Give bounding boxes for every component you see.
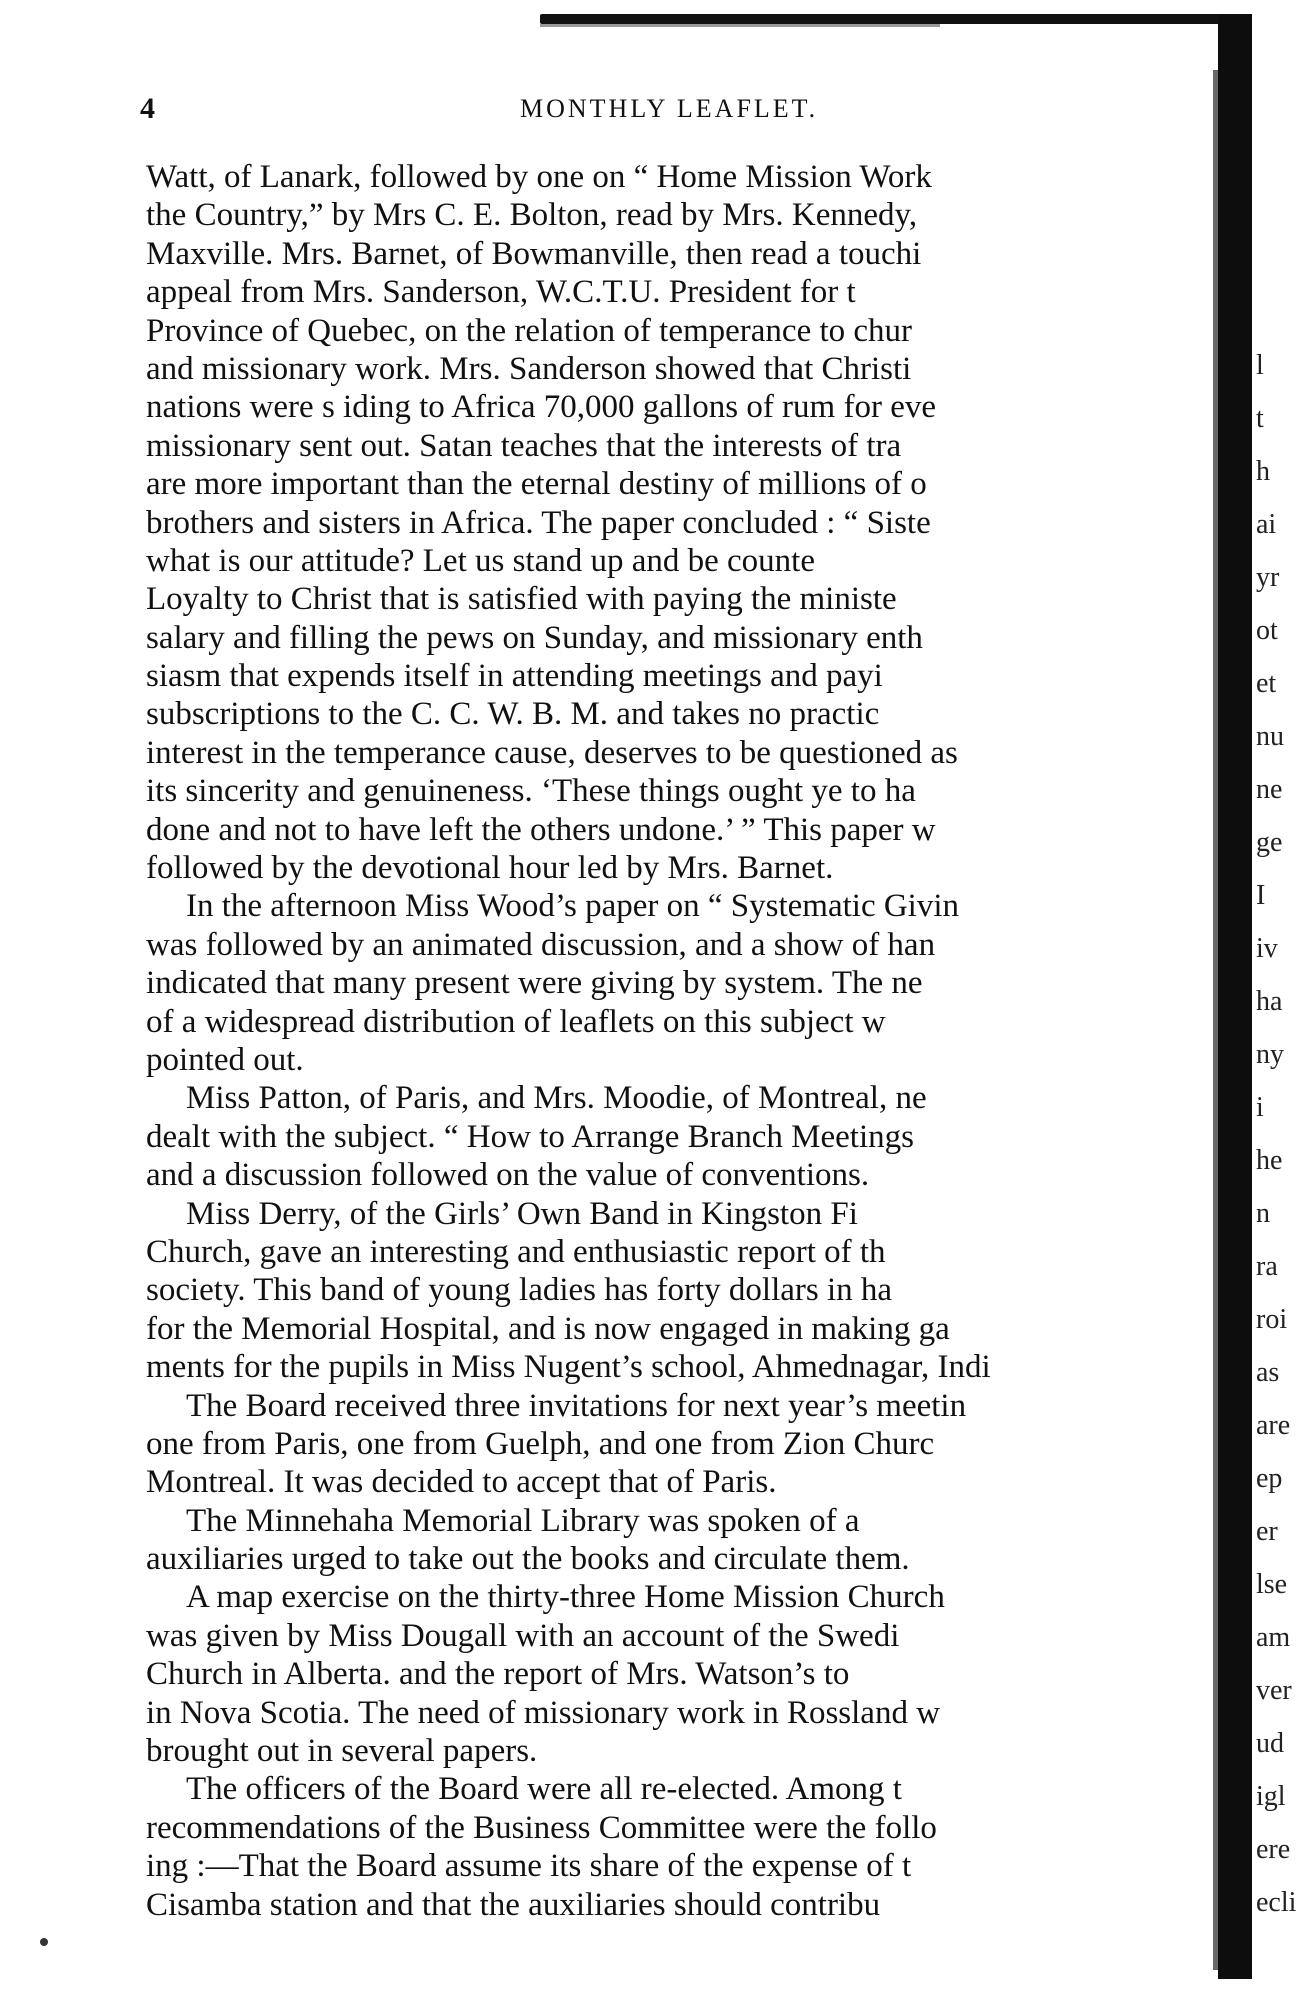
- text-line: for the Memorial Hospital, and is now engaged in making ga: [146, 1310, 950, 1347]
- text-line: ing :—That the Board assume its share of the expense of t: [146, 1848, 912, 1885]
- gutter-fragment: h: [1256, 456, 1270, 487]
- page-binding-shadow: [1218, 14, 1252, 1979]
- text-line: Montreal. It was decided to accept that of Paris.: [146, 1464, 777, 1501]
- text-line: The Minnehaha Memorial Library was spoken of a: [186, 1502, 860, 1539]
- gutter-fragment: ot: [1256, 615, 1278, 646]
- text-line: Cisamba station and that the auxiliaries should contribu: [146, 1886, 881, 1923]
- text-line: missionary sent out. Satan teaches that the interests of tra: [146, 427, 902, 464]
- text-line: dealt with the subject. “ How to Arrange Branch Meetings: [146, 1118, 914, 1155]
- text-line: appeal from Mrs. Sanderson, W.C.T.U. President for t: [146, 274, 856, 311]
- gutter-fragment: n: [1256, 1198, 1270, 1229]
- gutter-fragment: am: [1256, 1622, 1291, 1653]
- text-line: its sincerity and genuineness. ‘These things ought ye to ha: [146, 773, 916, 810]
- text-line: subscriptions to the C. C. W. B. M. and takes no practic: [146, 696, 880, 733]
- running-head: MONTHLY LEAFLET.: [520, 94, 819, 123]
- top-edge-shadow: [540, 24, 940, 27]
- gutter-fragment: er: [1256, 1516, 1278, 1547]
- text-line: salary and filling the pews on Sunday, and missionary enth: [146, 619, 923, 656]
- gutter-fragment: l: [1256, 350, 1264, 381]
- gutter-fragment: ere: [1256, 1834, 1291, 1865]
- text-line: was given by Miss Dougall with an account of the Swedi: [146, 1617, 900, 1654]
- gutter-fragment: lse: [1256, 1569, 1288, 1600]
- page-header: [140, 92, 1200, 132]
- text-line: done and not to have left the others undone.’ ” This paper w: [146, 811, 936, 848]
- facing-page-gutter: [1252, 0, 1301, 1996]
- text-line: brothers and sisters in Africa. The paper concluded : “ Siste: [146, 504, 931, 541]
- text-line: and missionary work. Mrs. Sanderson showed that Christi: [146, 350, 912, 387]
- text-line: what is our attitude? Let us stand up and be counte: [146, 542, 815, 579]
- text-line: Church, gave an interesting and enthusiastic report of th: [146, 1233, 886, 1270]
- paper-speck: [40, 1938, 48, 1946]
- gutter-fragment: et: [1256, 668, 1277, 699]
- gutter-fragment: are: [1256, 1410, 1291, 1441]
- gutter-fragment: iv: [1256, 933, 1278, 964]
- gutter-fragment: ge: [1256, 827, 1283, 858]
- text-line: brought out in several papers.: [146, 1733, 538, 1770]
- text-line: the Country,” by Mrs C. E. Bolton, read by Mrs. Kennedy,: [146, 197, 918, 234]
- gutter-fragment: ep: [1256, 1463, 1283, 1494]
- text-line: auxiliaries urged to take out the books and circulate them.: [146, 1541, 910, 1578]
- text-line: in Nova Scotia. The need of missionary work in Rossland w: [146, 1694, 941, 1731]
- text-line: interest in the temperance cause, deserves to be questioned as: [146, 734, 958, 771]
- text-line: The officers of the Board were all re-elected. Among t: [186, 1771, 902, 1808]
- text-line: followed by the devotional hour led by Mrs. Barnet.: [146, 850, 834, 887]
- gutter-fragment: ne: [1256, 774, 1283, 805]
- text-line: are more important than the eternal destiny of millions of o: [146, 466, 927, 503]
- text-line: Province of Quebec, on the relation of temperance to chur: [146, 312, 913, 349]
- gutter-fragment: ny: [1256, 1039, 1284, 1070]
- gutter-fragment: I: [1256, 880, 1266, 911]
- text-line: ments for the pupils in Miss Nugent’s school, Ahmednagar, Indi: [146, 1349, 991, 1386]
- gutter-fragment: ver: [1256, 1675, 1292, 1706]
- article-body: [146, 158, 1214, 1958]
- text-line: In the afternoon Miss Wood’s paper on “ Systematic Givin: [186, 888, 960, 925]
- top-edge-rule: [540, 14, 1220, 24]
- text-line: Miss Patton, of Paris, and Mrs. Moodie, of Montreal, ne: [186, 1080, 927, 1117]
- text-line: Maxville. Mrs. Barnet, of Bowmanville, then read a touchi: [146, 235, 922, 272]
- text-line: Watt, of Lanark, followed by one on “ Home Mission Work: [146, 159, 932, 195]
- page-number: 4: [140, 92, 155, 125]
- text-line: indicated that many present were giving by system. The ne: [146, 965, 923, 1002]
- text-line: Miss Derry, of the Girls’ Own Band in Kingston Fi: [186, 1195, 858, 1232]
- text-line: and a discussion followed on the value of conventions.: [146, 1157, 870, 1194]
- gutter-fragment: he: [1256, 1145, 1283, 1176]
- gutter-fragment: ha: [1256, 986, 1283, 1017]
- text-line: A map exercise on the thirty-three Home Mission Church: [186, 1579, 945, 1616]
- text-line: Loyalty to Christ that is satisfied with paying the ministe: [146, 581, 897, 618]
- text-line: The Board received three invitations for next year’s meetin: [186, 1387, 967, 1424]
- text-line: one from Paris, one from Guelph, and one from Zion Churc: [146, 1425, 935, 1462]
- gutter-fragment: igl: [1256, 1781, 1286, 1812]
- gutter-fragment: roi: [1256, 1304, 1288, 1335]
- gutter-fragment: nu: [1256, 721, 1284, 752]
- text-line: siasm that expends itself in attending meetings and payi: [146, 658, 883, 695]
- text-line: society. This band of young ladies has forty dollars in ha: [146, 1272, 893, 1309]
- text-line: nations were s iding to Africa 70,000 gallons of rum for eve: [146, 389, 936, 426]
- text-line: of a widespread distribution of leaflets on this subject w: [146, 1003, 886, 1040]
- gutter-fragment: yr: [1256, 562, 1280, 593]
- gutter-fragment: ai: [1256, 509, 1277, 540]
- text-line: pointed out.: [146, 1041, 304, 1078]
- text-line: Church in Alberta. and the report of Mrs. Watson’s to: [146, 1656, 850, 1693]
- gutter-fragment: as: [1256, 1357, 1280, 1388]
- gutter-fragment: ecli: [1256, 1887, 1297, 1918]
- gutter-fragment: ud: [1256, 1728, 1284, 1759]
- text-line: was followed by an animated discussion, and a show of han: [146, 926, 936, 963]
- gutter-fragment: i: [1256, 1092, 1264, 1123]
- text-line: recommendations of the Business Committee were the follo: [146, 1809, 937, 1846]
- gutter-fragment: ra: [1256, 1251, 1278, 1282]
- gutter-fragment: t: [1256, 403, 1264, 434]
